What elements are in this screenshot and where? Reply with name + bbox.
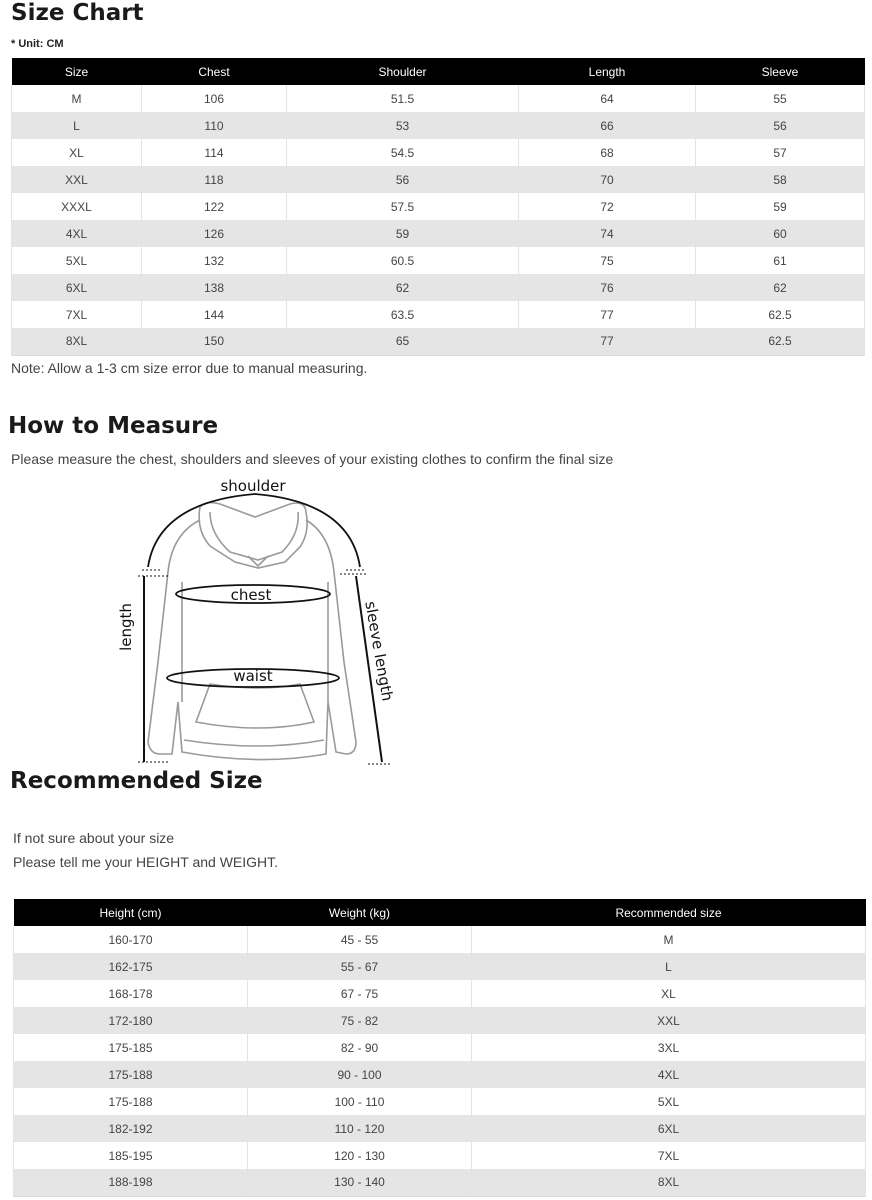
- table-cell: 59: [696, 193, 865, 220]
- table-cell: 60.5: [287, 247, 519, 274]
- table-cell: 110 - 120: [248, 1115, 472, 1142]
- table-cell: 182-192: [14, 1115, 248, 1142]
- table-cell: 56: [696, 112, 865, 139]
- table-cell: 162-175: [14, 953, 248, 980]
- table-cell: 70: [519, 166, 696, 193]
- table-cell: 55 - 67: [248, 953, 472, 980]
- table-row: [12, 166, 865, 193]
- table-row: [12, 112, 865, 139]
- table-cell: 7XL: [472, 1142, 866, 1169]
- table-cell: 122: [142, 193, 287, 220]
- table-row: [12, 247, 865, 274]
- table-cell: 150: [142, 328, 287, 355]
- size-chart-table: [11, 58, 865, 356]
- recommended-size-title: Recommended Size: [10, 768, 263, 794]
- table-cell: M: [12, 85, 142, 112]
- table-cell: 100 - 110: [248, 1088, 472, 1115]
- table-cell: 120 - 130: [248, 1142, 472, 1169]
- table-cell: XL: [472, 980, 866, 1007]
- table-cell: 75 - 82: [248, 1007, 472, 1034]
- table-cell: 144: [142, 301, 287, 328]
- table-cell: 62: [696, 274, 865, 301]
- table-cell: 138: [142, 274, 287, 301]
- table-cell: 63.5: [287, 301, 519, 328]
- table-cell: 66: [519, 112, 696, 139]
- hoodie-measure-diagram: [110, 472, 410, 772]
- table-cell: 90 - 100: [248, 1061, 472, 1088]
- table-row: [14, 926, 866, 953]
- shoulder-arc-icon: [148, 494, 360, 567]
- table-cell: 76: [519, 274, 696, 301]
- table-row: [12, 85, 865, 112]
- table-cell: 6XL: [12, 274, 142, 301]
- table-cell: XL: [12, 139, 142, 166]
- column-header: Height (cm): [14, 899, 248, 926]
- table-cell: XXL: [472, 1007, 866, 1034]
- table-cell: 8XL: [472, 1169, 866, 1196]
- column-header: Shoulder: [287, 58, 519, 85]
- table-cell: 68: [519, 139, 696, 166]
- table-cell: M: [472, 926, 866, 953]
- table-cell: 67 - 75: [248, 980, 472, 1007]
- table-row: [12, 193, 865, 220]
- recommend-hint-line2: Please tell me your HEIGHT and WEIGHT.: [13, 854, 279, 870]
- sleeve-length-label: sleeve length: [361, 599, 397, 703]
- table-cell: 51.5: [287, 85, 519, 112]
- table-cell: 132: [142, 247, 287, 274]
- table-row: [14, 1142, 866, 1169]
- table-row: [12, 139, 865, 166]
- table-cell: 54.5: [287, 139, 519, 166]
- table-header-row: [14, 899, 866, 926]
- table-cell: 188-198: [14, 1169, 248, 1196]
- recommend-hint-line1: If not sure about your size: [13, 830, 175, 846]
- table-cell: 65: [287, 328, 519, 355]
- table-cell: 3XL: [472, 1034, 866, 1061]
- table-cell: 5XL: [472, 1088, 866, 1115]
- table-header-row: [12, 58, 865, 85]
- shoulder-label: shoulder: [220, 477, 286, 495]
- table-row: [14, 1115, 866, 1142]
- size-chart-title: Size Chart: [11, 0, 144, 26]
- table-cell: 56: [287, 166, 519, 193]
- table-row: [12, 274, 865, 301]
- table-cell: 59: [287, 220, 519, 247]
- table-cell: 175-188: [14, 1088, 248, 1115]
- recommended-size-table: [13, 899, 866, 1197]
- table-row: [12, 328, 865, 355]
- table-row: [14, 1061, 866, 1088]
- table-cell: 82 - 90: [248, 1034, 472, 1061]
- table-cell: 58: [696, 166, 865, 193]
- column-header: Sleeve: [696, 58, 865, 85]
- table-cell: 62.5: [696, 328, 865, 355]
- table-cell: 110: [142, 112, 287, 139]
- table-cell: 57: [696, 139, 865, 166]
- table-row: [14, 1007, 866, 1034]
- table-cell: 77: [519, 301, 696, 328]
- table-cell: 62.5: [696, 301, 865, 328]
- table-row: [12, 301, 865, 328]
- waist-label: waist: [233, 667, 273, 685]
- column-header: Size: [12, 58, 142, 85]
- column-header: Weight (kg): [248, 899, 472, 926]
- table-cell: 61: [696, 247, 865, 274]
- table-cell: 72: [519, 193, 696, 220]
- table-cell: 8XL: [12, 328, 142, 355]
- table-cell: 74: [519, 220, 696, 247]
- table-cell: 175-185: [14, 1034, 248, 1061]
- table-cell: L: [12, 112, 142, 139]
- measure-description: Please measure the chest, shoulders and sleeves of your existing clothes to confirm the final size: [11, 451, 614, 467]
- table-cell: 168-178: [14, 980, 248, 1007]
- chest-label: chest: [230, 586, 272, 604]
- table-cell: 172-180: [14, 1007, 248, 1034]
- table-cell: 60: [696, 220, 865, 247]
- measurement-note: Note: Allow a 1-3 cm size error due to manual measuring.: [11, 360, 368, 376]
- table-row: [14, 953, 866, 980]
- column-header: Chest: [142, 58, 287, 85]
- table-cell: 4XL: [12, 220, 142, 247]
- table-cell: L: [472, 953, 866, 980]
- table-cell: 75: [519, 247, 696, 274]
- column-header: Recommended size: [472, 899, 866, 926]
- table-row: [14, 980, 866, 1007]
- table-row: [14, 1169, 866, 1196]
- unit-label: * Unit: CM: [11, 38, 64, 50]
- table-cell: 57.5: [287, 193, 519, 220]
- how-to-measure-title: How to Measure: [8, 413, 219, 439]
- hoodie-outline-icon: [148, 503, 356, 760]
- table-cell: 126: [142, 220, 287, 247]
- table-cell: 53: [287, 112, 519, 139]
- column-header: Length: [519, 58, 696, 85]
- table-cell: 118: [142, 166, 287, 193]
- table-cell: 77: [519, 328, 696, 355]
- table-cell: 55: [696, 85, 865, 112]
- length-label: length: [117, 603, 135, 651]
- table-cell: 114: [142, 139, 287, 166]
- table-cell: 62: [287, 274, 519, 301]
- table-cell: 130 - 140: [248, 1169, 472, 1196]
- table-row: [14, 1088, 866, 1115]
- table-cell: XXL: [12, 166, 142, 193]
- table-row: [12, 220, 865, 247]
- table-cell: 185-195: [14, 1142, 248, 1169]
- table-row: [14, 1034, 866, 1061]
- table-cell: 64: [519, 85, 696, 112]
- table-cell: 6XL: [472, 1115, 866, 1142]
- table-cell: 7XL: [12, 301, 142, 328]
- table-cell: 106: [142, 85, 287, 112]
- table-cell: 5XL: [12, 247, 142, 274]
- table-cell: 175-188: [14, 1061, 248, 1088]
- table-cell: 45 - 55: [248, 926, 472, 953]
- table-cell: XXXL: [12, 193, 142, 220]
- table-cell: 160-170: [14, 926, 248, 953]
- table-cell: 4XL: [472, 1061, 866, 1088]
